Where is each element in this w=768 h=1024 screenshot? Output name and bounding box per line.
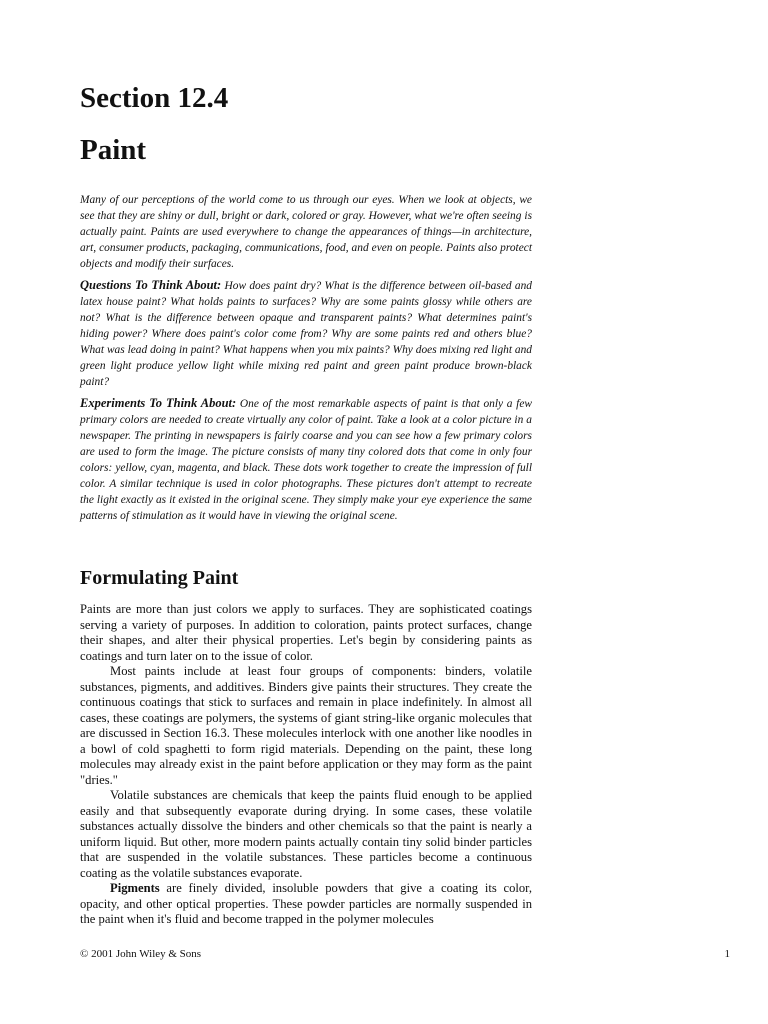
pigments-text: are finely divided, insoluble powders that give a coating its color, opacity, and other optical properties. These powder particles are normally suspended in the paint when it's fluid and become trapped in the polymer molecules — [80, 881, 532, 926]
experiments-label: Experiments To Think About: — [80, 396, 237, 410]
body-paragraph-3: Volatile substances are chemicals that keep the paints fluid enough to be applied easily and that subsequently evaporate during drying. In some cases, these volatile substances actually dissolve the binders and other chemicals so that the paint is nearly a uniform liquid. But other, more modern paints actually contain tiny solid binder particles that are suspended in the volatile substances. These particles become a continuous coating as the volatile substances evaporate. — [80, 788, 532, 880]
questions-label: Questions To Think About: — [80, 278, 222, 292]
experiments-paragraph — [80, 395, 532, 524]
experiments-text: One of the most remarkable aspects of paint is that only a few primary colors are needed to create virtually any color of paint. Take a look at a color picture in a newspaper. The printing in newspapers is fairly coarse and you can see how a few primary colors are used to form the image. The picture consists of many tiny colored dots that come in only four colors: yellow, cyan, magenta, and black. These dots work together to create the impression of full color. A similar technique is used in color photographs. These pictures don't attempt to recreate the light exactly as it existed in the original scene. They simply make your eye experience the same patterns of stimulation as it would have in viewing the original scene. — [80, 398, 532, 522]
intro-block — [80, 192, 532, 529]
footer-copyright: © 2001 John Wiley & Sons — [80, 948, 202, 960]
body-paragraph-1: Paints are more than just colors we apply to surfaces. They are sophisticated coatings serving a variety of purposes. In addition to coloration, paints protect surfaces, change their shapes, and alter their physical properties. Let's begin by considering paints as coatings and turn later on to the issue of color. — [80, 602, 532, 663]
body-paragraph-2: Most paints include at least four groups of components: binders, volatile substances, pigments, and additives. Binders give paints their structures. They create the continuous coatings that stick to surfaces and remain in place indefinitely. In almost all cases, these coatings are polymers, the systems of giant string-like organic molecules that are discussed in Section 16.3. These molecules interlock with one another like noodles in a bowl of cold spaghetti to form rigid materials. Depending on the paint, these long molecules may already exist in the paint before application or they may form as the paint "dries." — [80, 664, 532, 787]
questions-paragraph — [80, 277, 532, 390]
questions-text: How does paint dry? What is the difference between oil-based and latex house paint? What holds paints to surfaces? Why are some paints glossy while others are not? What is the difference between opaque and transparent paints? What determines paint's hiding power? Where does paint's color come from? Why are some paints red and others blue? What was lead doing in paint? What happens when you mix paints? Why does mixing red light and green light produce yellow light while mixing red paint and green paint produce brown-black paint? — [80, 280, 532, 388]
page-number: 1 — [724, 948, 730, 960]
subsection-heading: Formulating Paint — [80, 567, 239, 589]
pigments-term: Pigments — [110, 881, 160, 895]
section-title: Paint — [80, 134, 147, 166]
section-number: Section 12.4 — [80, 82, 229, 114]
body-paragraph-4 — [80, 881, 532, 928]
body-text — [80, 602, 532, 928]
intro-paragraph: Many of our perceptions of the world come to us through our eyes. When we look at objects, we see that they are shiny or dull, bright or dark, colored or gray. However, what we're often seeing is actually paint. Paints are used everywhere to change the appearances of things—in architecture, art, consumer products, packaging, communications, food, and even on people. Paints also protect objects and modify their surfaces. — [80, 194, 532, 270]
